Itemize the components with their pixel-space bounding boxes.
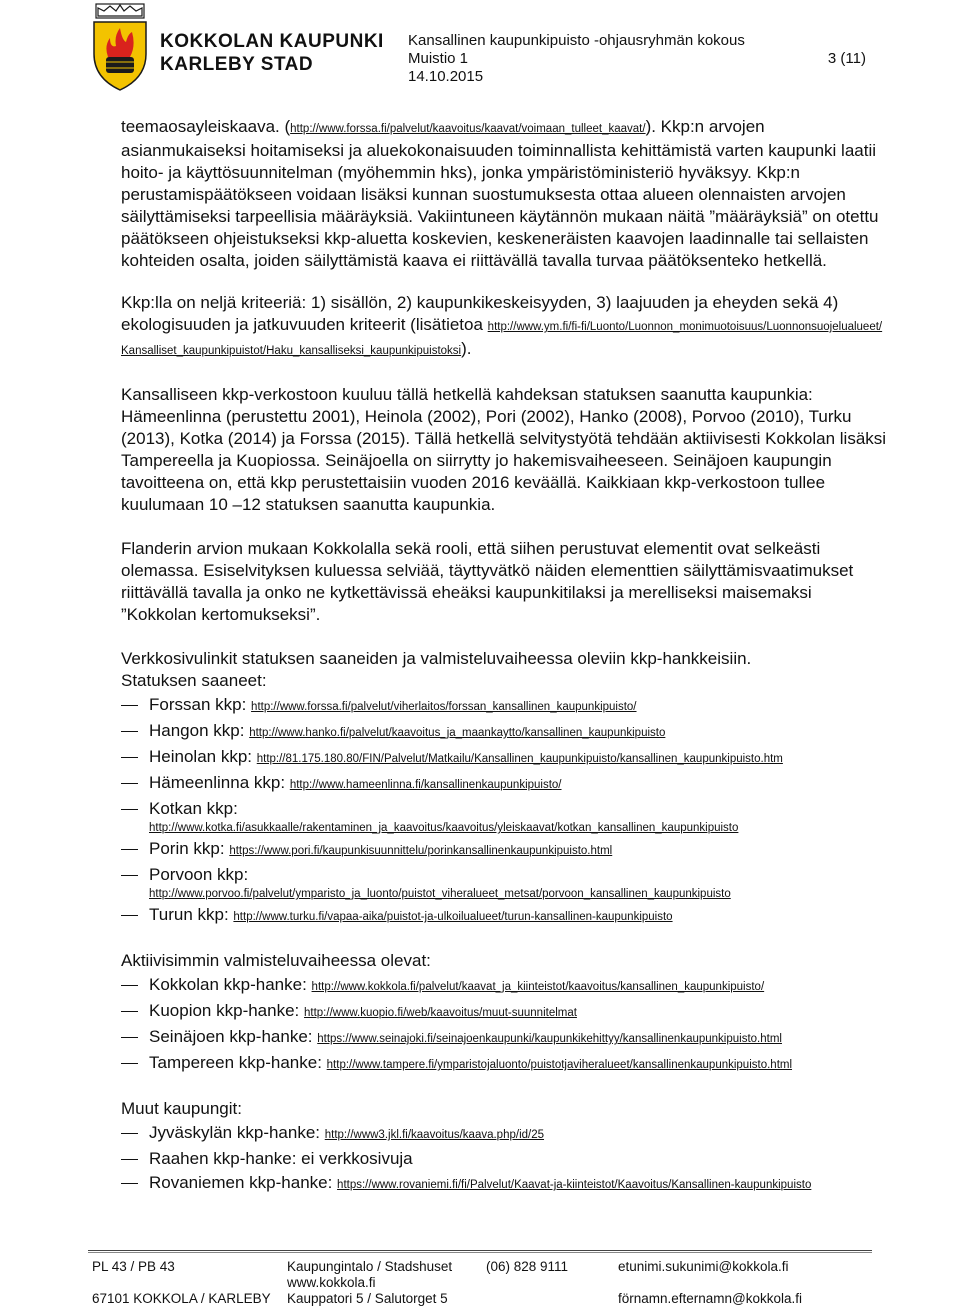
list-item-label: Kotkan kkp: [149,799,238,818]
dash-bullet [121,1011,138,1012]
paragraph-criteria [121,292,889,362]
list-item [121,720,889,744]
list-item-link[interactable]: http://www.kokkola.fi/palvelut/kaavat_ja_kiinteistot/kaavoitus/kansallinen_kaupunkipuisto/ [311,981,765,993]
dash-bullet [121,1063,138,1064]
page-number: 3 (11) [827,50,866,67]
list-item-label: Kuopion kkp-hanke: [149,1001,304,1020]
footer-building: Kaupungintalo / Stadshuset [287,1259,453,1274]
list-item-label: Heinolan kkp: [149,747,257,766]
list-item [121,974,889,998]
dash-bullet [121,1133,138,1134]
list-item-link[interactable]: http://www3.jkl.fi/kaavoitus/kaava.php/id/25 [324,1129,545,1141]
list-item [121,864,889,902]
footer-website: www.kokkola.fi [287,1275,376,1290]
dash-bullet [121,849,138,850]
paragraph-status-intro [121,116,889,272]
paragraph-flanderi: Flanderin arvion mukaan Kokkolalla sekä rooli, että siihen perustuvat elementit ovat selkeästi olemassa. Esiselvityksen kuluessa selviää, täyttyvätkö näiden elementtien säilyttämisvaatimukset riittävällä tavalla ja onko ne kytkettävissä eheäksi kaupunkitilaksi ja merelliseksi maisemaksi ”Kokkolan kertomukseksi”. [121,539,854,624]
list-item-label: Seinäjoen kkp-hanke: [149,1027,318,1046]
list-item-link[interactable]: http://www.forssa.fi/palvelut/viherlaitos/forssan_kansallinen_kaupunkipuisto/ [251,701,637,713]
list-item-link[interactable]: http://www.hameenlinna.fi/kansallinenkaupunkipuisto/ [289,779,562,791]
other-list-heading: Muut kaupungit: [121,1099,242,1118]
paragraph-text: ). [461,339,472,358]
footer-postbox: PL 43 / PB 43 [92,1259,175,1274]
list-item-label: Rovaniemen kkp-hanke: [149,1173,338,1192]
paragraph-text: teemaosayleiskaava. ( [121,117,291,136]
list-item [121,838,889,862]
list-item [121,694,889,718]
dash-bullet [121,915,138,916]
dash-bullet [121,1159,138,1160]
paragraph-network: Kansalliseen kkp-verkostoon kuuluu tällä hetkellä kahdeksan statuksen saanutta kaupunkia: Hämeenlinna (perustettu 2001), Heinola (2002), Pori (2002), Hanko (2008), Porvoo (2010), Turku (2013), Kotka (2014) ja Forssa (2015). Tällä hetkellä selvitystyötä tehdään aktiivisesti Kokkolan lisäksi Tampereella ja Kuopiossa. Seinäjoella on siirrytty jo hakemisvaiheeseen. Seinäjoen kaupungin tavoitteena on, että kkp perustettaisiin vuoden 2016 keväällä. Kaikkiaan kkp-verkostoon tullee kuulumaan 10 –12 statuksen saanutta kaupunkia. [121,385,887,514]
document-meta [408,32,745,86]
active-project-list [121,974,889,1076]
ym-info-link[interactable]: http://www.ym.fi/fi-fi/Luonto/Luonnon_monimuotoisuus/Luonnonsuojelualueet/Kansalliset_kaupunkipuistot/Haku_kansalliseksi_kaupunkipuistoksi [121,321,883,357]
list-item [121,746,889,770]
links-intro: Verkkosivulinkit statuksen saaneiden ja valmisteluvaiheessa oleviin kkp-hankkeisiin. [121,649,752,668]
list-item-link[interactable]: http://www.kuopio.fi/web/kaavoitus/muut-suunnitelmat [304,1007,577,1019]
dash-bullet [121,731,138,732]
dash-bullet [121,783,138,784]
list-item-link[interactable]: https://www.pori.fi/kaupunkisuunnittelu/porinkansallinenkaupunkipuisto.html [229,845,613,857]
footer-email-sv: förnamn.efternamn@kokkola.fi [618,1291,803,1306]
list-item [121,1000,889,1024]
organization-name [160,30,384,76]
document-type: Muistio 1 [408,50,469,67]
meeting-title: Kansallinen kaupunkipuisto -ohjausryhmän kokous [408,32,745,49]
list-item-link[interactable]: http://www.tampere.fi/ymparistojaluonto/puistotjaviheralueet/kansallinenkaupunkipuisto.html [326,1059,793,1071]
paragraph-text: ). Kkp:n arvojen asianmukaiseksi hoitamiseksi ja aluekokonaisuuden toiminnallista kehittämistä varten kaupunki laatii hoito- ja käyttösuunnitelman (myöhemmin hks), jonka ympäristöministeriö hyväksyy. Kkp:n perustamispäätökseen voidaan lisäksi kunnan suostumuksesta ottaa alueen olennaisten arvojen säilyttämiseksi tarpeellisia määräyksiä. Vakiintuneen käytännön mukaan näitä ”määräyksiä” on otettu päätökseen ohjeistukseksi kkp-aluetta koskevien, keskeneräisten kaavojen laadinnalle tai sellaisten kohteiden osalta, joiden säilyttämistä kaava ei riittävällä tavalla turvaa päätöksenteko hetkellä. [121,117,879,270]
list-item-link[interactable]: https://www.seinajoki.fi/seinajoenkaupunki/kaupunkikehittyy/kansallinenkaupunkipuisto.html [317,1033,782,1045]
list-item-label: Forssan kkp: [149,695,252,714]
footer-phone: (06) 828 9111 [486,1259,569,1274]
footer-divider [88,1250,872,1251]
list-item-link[interactable]: http://81.175.180.80/FIN/Palvelut/Matkailu/Kansallinen_kaupunkipuisto/kansallinen_kaupunkipuisto.htm [256,753,783,765]
list-item-link[interactable]: http://www.turku.fi/vapaa-aika/puistot-ja-ulkoilualueet/turun-kansallinen-kaupunkipuisto [233,911,673,923]
forssa-plan-link[interactable]: http://www.forssa.fi/palvelut/kaavoitus/kaavat/voimaan_tulleet_kaavat/ [290,123,646,135]
list-item [121,772,889,796]
list-item [121,798,889,836]
active-list-heading: Aktiivisimmin valmisteluvaiheessa olevat: [121,951,431,970]
list-item-label: Porin kkp: [149,839,230,858]
footer-postcode: 67101 KOKKOLA / KARLEBY [92,1291,271,1306]
footer-divider [88,1252,872,1253]
dash-bullet [121,809,138,810]
list-item-link[interactable]: http://www.kotka.fi/asukkaalle/rakentaminen_ja_kaavoitus/kaavoitus/yleiskaavat/kotkan_kansallinen_kaupunkipuisto [149,822,739,834]
list-item-label: Kokkolan kkp-hanke: [149,975,312,994]
list-item-link[interactable]: https://www.rovaniemi.fi/fi/Palvelut/Kaavat-ja-kiinteistot/Kaavoitus/Kansallinen-kaupunkipuisto [337,1179,812,1191]
dash-bullet [121,705,138,706]
dash-bullet [121,757,138,758]
footer-email-fi: etunimi.sukunimi@kokkola.fi [618,1259,789,1274]
list-item [121,1026,889,1050]
dash-bullet [121,1183,138,1184]
document-body [121,116,889,1198]
status-list-heading: Statuksen saaneet: [121,671,267,690]
list-item-link[interactable]: http://www.hanko.fi/palvelut/kaavoitus_ja_maankaytto/kansallinen_kaupunkipuisto [249,727,666,739]
org-name-swedish: KARLEBY STAD [160,54,314,75]
list-item-label: Raahen kkp-hanke: ei verkkosivuja [149,1149,413,1168]
paragraph-text: Kkp:lla on neljä kriteeriä: 1) sisällön, 2) kaupunkikeskeisyyden, 3) laajuuden ja eheyden sekä 4) ekologisuuden ja jatkuvuuden kriteerit (lisätietoa [121,293,839,334]
list-item [121,1148,889,1170]
list-item-link[interactable]: http://www.porvoo.fi/palvelut/ymparisto_ja_luonto/puistot_viheralueet_metsat/porvoon_kansallinen_kaupunkipuisto [149,888,731,900]
footer-street: Kauppatori 5 / Salutorget 5 [287,1291,448,1306]
document-date: 14.10.2015 [408,68,484,85]
list-item [121,904,889,928]
dash-bullet [121,985,138,986]
list-item [121,1052,889,1076]
city-crest-logo [88,2,152,92]
org-name-finnish: KOKKOLAN KAUPUNKI [160,31,384,52]
list-item [121,1172,889,1196]
list-item [121,1122,889,1146]
status-park-list [121,694,889,928]
dash-bullet [121,875,138,876]
list-item-label: Turun kkp: [149,905,234,924]
list-item-label: Jyväskylän kkp-hanke: [149,1123,325,1142]
list-item-label: Hämeenlinna kkp: [149,773,290,792]
list-item-label: Tampereen kkp-hanke: [149,1053,327,1072]
list-item-label: Porvoon kkp: [149,865,249,884]
other-city-list [121,1122,889,1196]
dash-bullet [121,1037,138,1038]
list-item-label: Hangon kkp: [149,721,250,740]
